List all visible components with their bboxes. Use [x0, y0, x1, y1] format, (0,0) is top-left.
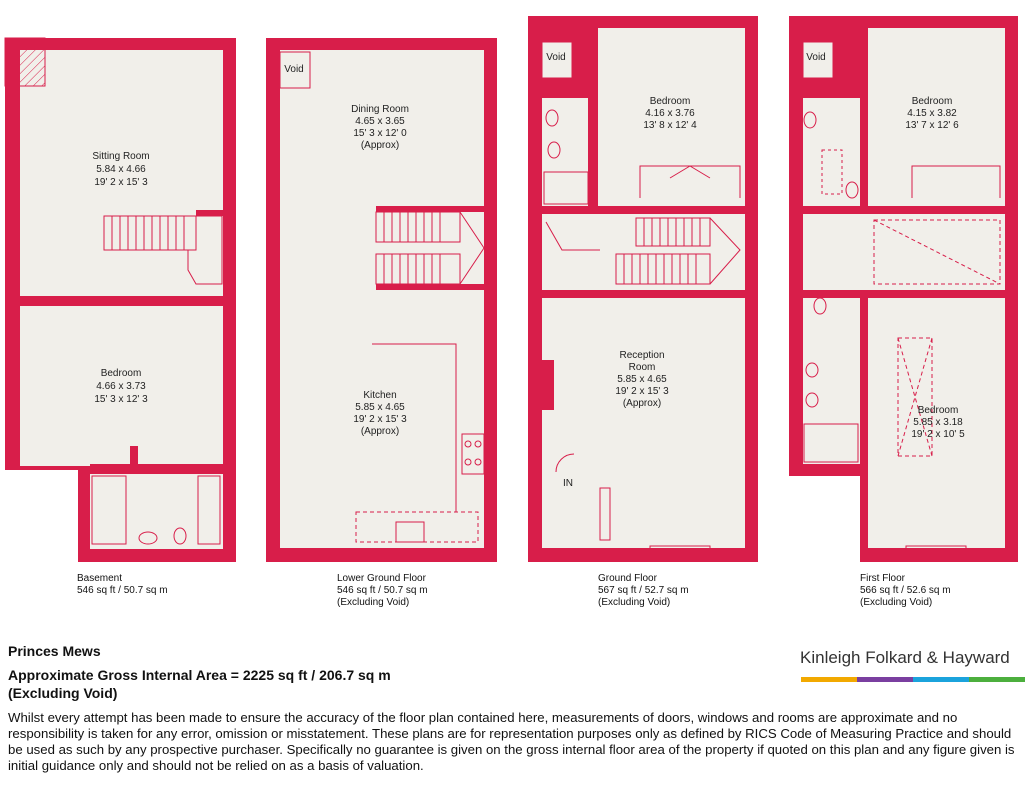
dining-room-metric: 4.65 x 3.65	[355, 116, 405, 127]
basement-plan	[5, 38, 236, 562]
reception-imperial: 19' 2 x 15' 3	[615, 386, 669, 397]
reception-name-line2: Room	[628, 362, 656, 373]
lower-caption-name: Lower Ground Floor	[337, 573, 426, 584]
sitting-room-imperial: 19' 2 x 15' 3	[94, 177, 148, 188]
ground-bath-floor	[542, 98, 588, 206]
first-bedroom1-name: Bedroom	[911, 96, 953, 107]
dining-room-imperial: 15' 3 x 12' 0	[353, 128, 407, 139]
lower-void-label: Void	[284, 64, 304, 75]
entrance-label: IN	[563, 478, 573, 489]
kitchen-name: Kitchen	[363, 390, 397, 401]
lower-ground-caption	[337, 573, 428, 609]
first-bedroom2-imperial: 19' 2 x 10' 5	[911, 429, 965, 440]
ground-caption-name: Ground Floor	[598, 573, 657, 584]
kitchen-approx: (Approx)	[360, 426, 400, 437]
kitchen-imperial: 19' 2 x 15' 3	[353, 414, 407, 425]
ground-void-label: Void	[546, 52, 566, 63]
sitting-room-metric: 5.84 x 4.66	[96, 164, 146, 175]
brand-bar-segment	[857, 677, 913, 682]
ground-bedroom-imperial: 13' 8 x 12' 4	[643, 120, 697, 131]
light-well-hatch	[5, 38, 45, 86]
lower-caption-note: (Excluding Void)	[337, 597, 410, 608]
reception-metric: 5.85 x 4.65	[617, 374, 667, 385]
brand-bar-segment	[969, 677, 1025, 682]
basement-caption	[77, 573, 168, 597]
ground-bedroom-metric: 4.16 x 3.76	[645, 108, 695, 119]
brand-bar-segment	[913, 677, 969, 682]
ground-caption-note: (Excluding Void)	[598, 597, 671, 608]
first-landing-floor	[803, 214, 1005, 290]
first-void-label: Void	[806, 52, 826, 63]
gross-area: Approximate Gross Internal Area = 2225 sq ft / 206.7 sq m	[8, 667, 391, 683]
dining-room-approx: (Approx)	[360, 140, 400, 151]
gross-area-note: (Excluding Void)	[8, 685, 118, 701]
first-caption-note: (Excluding Void)	[860, 597, 933, 608]
first-floor-plan	[789, 16, 1018, 562]
first-bedroom1-imperial: 13' 7 x 12' 6	[905, 120, 959, 131]
first-caption-area: 566 sq ft / 52.6 sq m	[860, 585, 951, 596]
first-caption-name: First Floor	[860, 573, 905, 584]
ground-caption-area: 567 sq ft / 52.7 sq m	[598, 585, 689, 596]
first-bedroom1-metric: 4.15 x 3.82	[907, 108, 957, 119]
lower-caption-area: 546 sq ft / 50.7 sq m	[337, 585, 428, 596]
property-name: Princes Mews	[8, 643, 101, 659]
ground-caption	[598, 573, 689, 609]
reception-floor	[542, 298, 745, 548]
brand-bar-segment	[801, 677, 857, 682]
basement-bedroom-metric: 4.66 x 3.73	[96, 381, 146, 392]
basement-caption-name: Basement	[77, 573, 123, 584]
basement-bedroom-imperial: 15' 3 x 12' 3	[94, 394, 148, 405]
dining-room-name: Dining Room	[351, 104, 409, 115]
brand-color-bar	[801, 677, 1025, 682]
basement-bedroom-name: Bedroom	[100, 368, 142, 379]
reception-name: Reception	[619, 350, 665, 361]
first-bedroom2-name: Bedroom	[917, 405, 959, 416]
first-bedroom2-metric: 5.85 x 3.18	[913, 417, 963, 428]
kitchen-metric: 5.85 x 4.65	[355, 402, 405, 413]
reception-approx: (Approx)	[622, 398, 662, 409]
lower-ground-plan	[266, 38, 497, 562]
first-floor-caption	[860, 573, 951, 609]
basement-caption-area: 546 sq ft / 50.7 sq m	[77, 585, 168, 596]
brand-logo-text: Kinleigh Folkard & Hayward	[800, 648, 1010, 667]
first-ensuite-floor	[803, 98, 860, 206]
ground-plan	[528, 16, 758, 562]
ground-bedroom-name: Bedroom	[649, 96, 691, 107]
sitting-room-name: Sitting Room	[92, 151, 150, 162]
disclaimer: Whilst every attempt has been made to ensure the accuracy of the floor plan contained here, measurements of doors, windows and rooms are approximate and no responsibility is taken for any error, omission or misstatement. These plans are for representation purposes only as defined by RICS Code of Measuring Practice and should be used as such by any prospective purchaser. Specifically no guarantee is given on the gross internal floor area of the property if quoted on this plan and any figure given is initial guidance only and should not be relied on as a basis of valuation.	[8, 710, 1015, 773]
first-bath-floor	[803, 298, 860, 464]
